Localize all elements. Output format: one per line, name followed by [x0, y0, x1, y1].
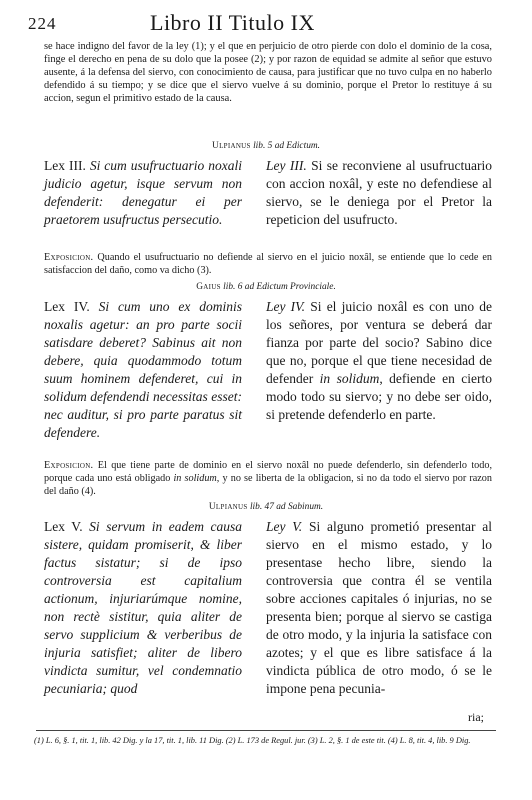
source-work: lib. 47 ad Sabinum.: [247, 502, 324, 512]
source-citation: [0, 141, 532, 151]
spanish-law-4: [266, 298, 492, 424]
law-text: Si cum uno ex dominis noxalis agetur: an pro parte socii satisdare deberet? Sabinus ait non debere, quia quodammodo totum suum hominem defenderet, cui in solidum defendendi necessitas esset: nec auditur, si pro parte paratus sit defendere.: [44, 299, 243, 440]
source-author: Ulpianus: [208, 502, 248, 512]
exposition-text: , y no se liberta de la obligacion, si no da todo el siervo por razon del daño (4).: [44, 473, 492, 497]
law-text: Si se reconviene al usufructuario con accion noxâl, y este no defendiese al siervo, se le deniega por el Pretor la repeticion del usufructo.: [266, 158, 492, 227]
footnote-divider: [36, 730, 496, 731]
source-author: Ulpianus: [212, 141, 251, 151]
catchword: ria;: [468, 710, 484, 724]
law-heading: Lex III.: [44, 158, 90, 173]
source-author: Gaius: [196, 282, 221, 292]
latin-law-5: [44, 518, 242, 698]
law-heading: Lex V.: [44, 519, 90, 534]
source-work: lib. 5 ad Edictum.: [250, 141, 320, 151]
latin-law-3: [44, 157, 242, 229]
exposition-text: El que tiene parte de dominio en el siervo noxâl no puede defenderlo, sin defenderlo todo, porque cada uno está obligado: [44, 460, 492, 484]
footnotes: (1) L. 6, §. 1, tit. 1, lib. 42 Dig. y la 17, tit. 1, lib. 11 Dig. (2) L. 173 de Regul. jur. (3) L. 2, §. 1 de este tit. (4) L. 8, tit. 4, lib. 9 Dig.: [34, 736, 471, 745]
exposition-1: [44, 251, 492, 277]
law-text: Si servum in eadem causa sistere, quidam promiserit, & liber factus sistatur; si de ipso controversia est capitalium actionum, injuriarúmque nomine, non rectè sistitur, quia aliter de servo supplicium & verberibus de injuria satisfiet; aliter de libero vindicta sumitur, vel condemnatio pecuniaria; quod: [44, 519, 242, 696]
law-text: Si el juicio noxâl es con uno de los señores, por ventura se deberá dar fianza por parte del socio? Sabino dice que no, porque el que tiene necesidad de defender: [266, 299, 493, 386]
intro-paragraph: se hace indigno del favor de la ley (1); y el que en perjuicio de otro pierde con dolo el dominio de la cosa, finge el derecho en pena de su dolo que la posee (2); y por razon de equidad se admite al señor que estuvo ausente, á la defensa del siervo, con conocimiento de causa, para justificar que no tuvo culpa en no haberlo defendido á su tiempo; y se dice que el siervo vuelve á su dominio, porque el Pretor lo restituye á su accion, segun el primitivo estado de la causa.: [44, 41, 492, 105]
law-heading: Ley V.: [266, 519, 309, 534]
exposition-2: [44, 459, 492, 498]
exposition-label: Exposicion.: [44, 252, 94, 263]
law-text-italic: in solidum: [319, 371, 380, 386]
law-heading: Lex IV.: [44, 299, 99, 314]
law-text: , defiende en cierto modo todo su siervo; y no debe ser oido, si pretende defenderlo en parte.: [266, 371, 492, 422]
law-heading: Ley IV.: [266, 299, 311, 314]
page-number: 224: [28, 14, 57, 33]
latin-law-4: [44, 298, 242, 442]
running-title: Libro II Titulo IX: [150, 10, 315, 35]
spanish-law-5: [266, 518, 492, 698]
exposition-label: Exposicion.: [44, 460, 94, 471]
source-citation: [0, 282, 532, 292]
exposition-text: Quando el usufructuario no defiende al siervo en el juicio noxâl, se entiende que lo cede en satisfaccion del daño, como va dicho (3).: [44, 252, 492, 276]
source-work: lib. 6 ad Edictum Provinciale.: [220, 282, 336, 292]
law-heading: Ley III.: [266, 158, 312, 173]
law-text: Si cum usufructuario noxali judicio agetur, isque servum non defenderit: denegatur ei per praetorem usufructus persecutio.: [44, 158, 242, 227]
exposition-italic: in solidum: [173, 473, 217, 484]
source-citation: [0, 502, 532, 512]
spanish-law-3: [266, 157, 492, 229]
law-text: Si alguno prometió presentar al siervo en el mismo estado, y lo presentase hecho libre, siendo la controversia que contra él se ventila sobre acciones capitales ó injurias, no se presenta bien; porque al siervo se castiga de otro modo, y la injuria la satisface con azotes; y el que es libre satisface á la vindicta pública de otro modo, ó se le impone pena pecunia-: [266, 519, 492, 696]
